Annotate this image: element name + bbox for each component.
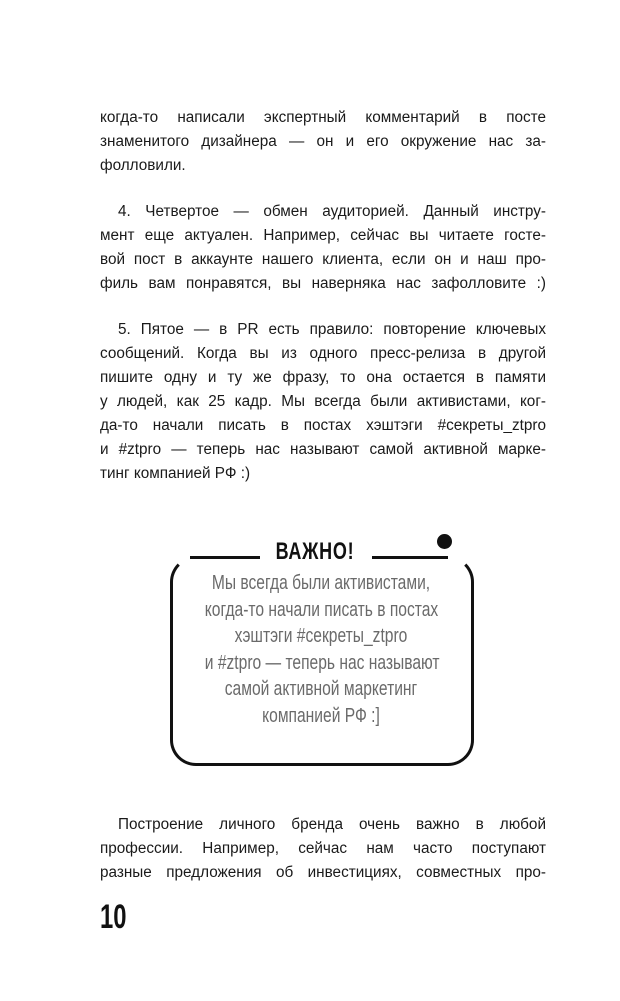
text-line: Построение личного бренда очень важно в любой bbox=[118, 816, 546, 833]
dot-icon bbox=[437, 534, 452, 549]
callout-line: и #ztpro — теперь нас называют bbox=[204, 651, 440, 674]
text-line: пишите одну и ту же фразу, то она остается в памяти bbox=[100, 369, 546, 386]
page-number: 10 bbox=[100, 898, 127, 936]
text-line: тинг компанией РФ :) bbox=[100, 465, 251, 482]
text-line: профессии. Например, сейчас нам часто поступают bbox=[100, 840, 546, 857]
paragraph-1 bbox=[100, 106, 546, 178]
text-line: сообщений. Когда вы из одного пресс-релиза в другой bbox=[100, 345, 546, 362]
callout-border-right bbox=[372, 556, 448, 559]
paragraph-2 bbox=[100, 200, 546, 296]
text-line: 4. Четвертое — обмен аудиторией. Данный инстру- bbox=[118, 203, 546, 220]
text-line: филь вам понравятся, вы наверняка нас зафолловите :) bbox=[100, 275, 546, 292]
text-line: фолловили. bbox=[100, 157, 186, 174]
text-line: да-то начали писать в постах хэштэги #секреты_ztpro bbox=[100, 417, 546, 434]
text-line: вой пост в аккаунте нашего клиента, если он и наш про- bbox=[100, 251, 546, 268]
text-line: мент еще актуален. Например, сейчас вы читаете госте- bbox=[100, 227, 546, 244]
text-line: 5. Пятое — в PR есть правило: повторение ключевых bbox=[118, 321, 546, 338]
callout-line: Мы всегда были активистами, bbox=[211, 572, 431, 594]
paragraph-3 bbox=[100, 318, 546, 486]
text-line: знаменитого дизайнера — он и его окружение нас за- bbox=[100, 133, 546, 150]
callout-line: когда-то начали писать в постах bbox=[204, 598, 439, 621]
callout-line: хэштэги #секреты_ztpro bbox=[234, 625, 408, 647]
text-line: и #ztpro — теперь нас называют самой активной марке- bbox=[100, 441, 546, 458]
text-line: когда-то написали экспертный комментарий в посте bbox=[100, 109, 546, 126]
paragraph-4 bbox=[100, 813, 546, 885]
text-line: у людей, как 25 кадр. Мы всегда были активистами, ког- bbox=[100, 393, 546, 410]
text-line: разные предложения об инвестициях, совместных про- bbox=[100, 864, 546, 881]
callout-border-left bbox=[190, 556, 260, 559]
callout-text bbox=[172, 570, 470, 729]
callout-line: самой активной маркетинг bbox=[224, 678, 418, 700]
callout-title: ВАЖНО! bbox=[275, 538, 355, 565]
callout-line: компанией РФ :] bbox=[262, 704, 380, 727]
